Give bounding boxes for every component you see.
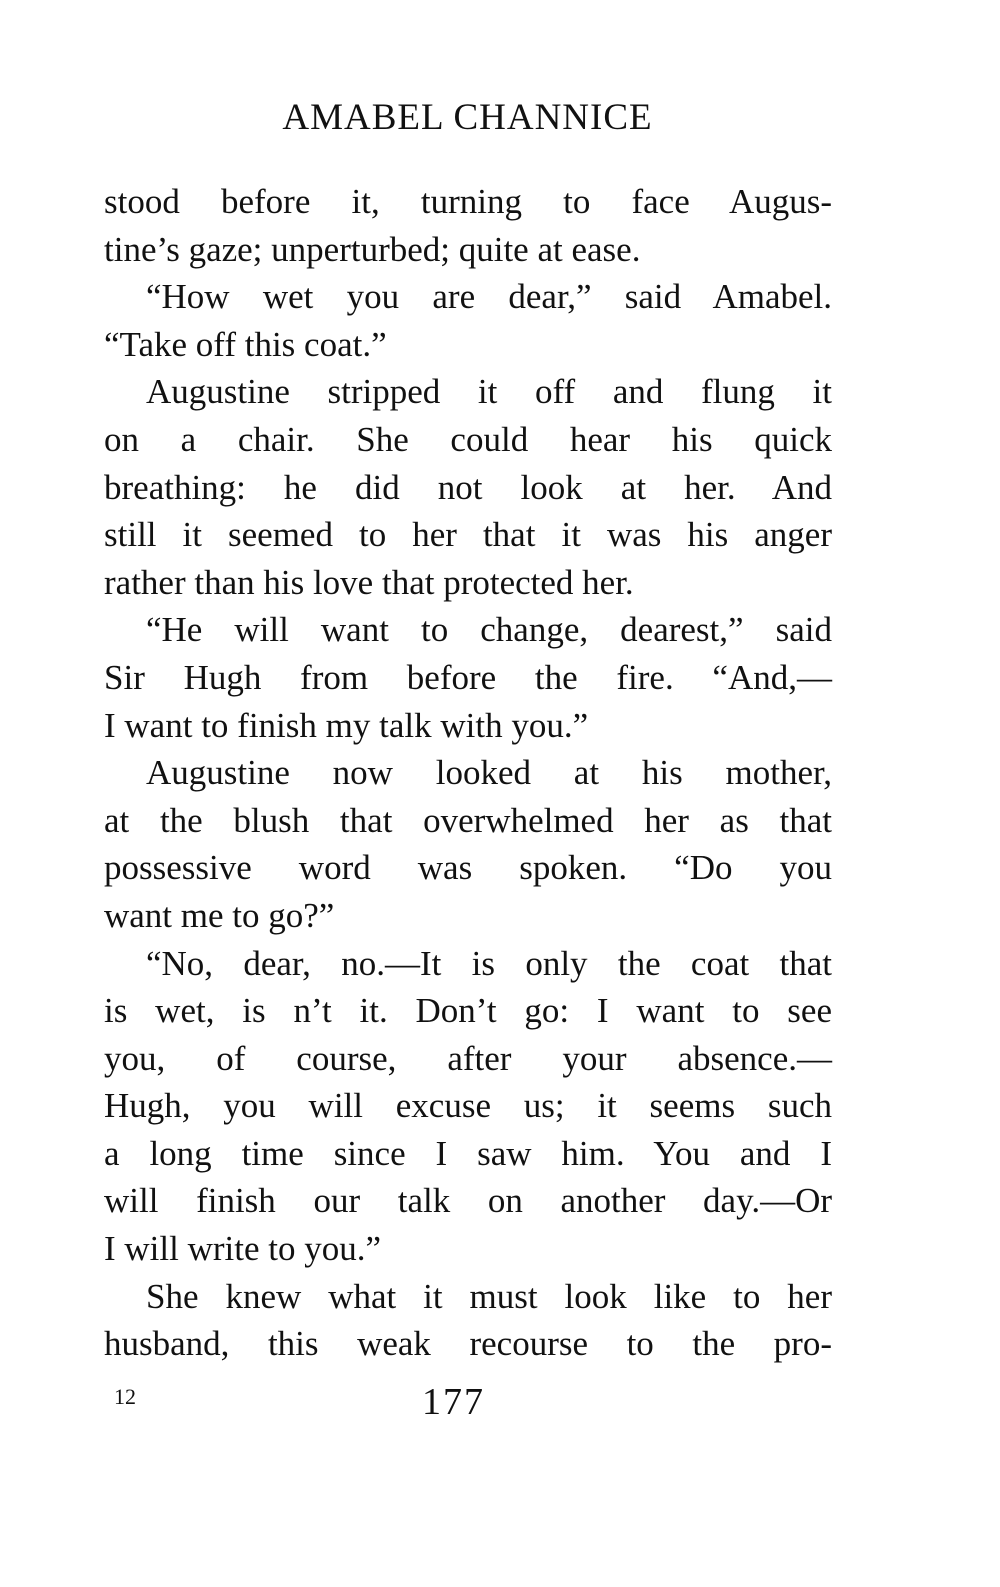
text-line: I will write to you.” (104, 1229, 382, 1269)
text-line: want me to go?” (104, 895, 335, 935)
paragraph (104, 178, 832, 273)
text-line: Sir Hugh from before the fire. “And,— (104, 657, 832, 697)
text-line: Hugh, you will excuse us; it seems such (104, 1086, 832, 1126)
signature-mark: 12 (114, 1384, 136, 1409)
text-line: a long time since I saw him. You and I (104, 1133, 832, 1173)
paragraph (104, 940, 832, 1273)
paragraph (104, 1273, 832, 1368)
text-line: husband, this weak recourse to the pro- (104, 1324, 832, 1364)
text-line: Augustine stripped it off and flung it (146, 372, 832, 412)
text-line: tine’s gaze; unperturbed; quite at ease. (104, 229, 641, 269)
text-line: is wet, is n’t it. Don’t go: I want to see (104, 991, 832, 1031)
paragraph (104, 368, 832, 606)
text-line: She knew what it must look like to her (146, 1276, 832, 1316)
text-line: “Take off this coat.” (104, 324, 387, 364)
running-head: AMABEL CHANNICE (282, 97, 653, 138)
text-line: “How wet you are dear,” said Amabel. (146, 277, 832, 317)
text-line: you, of course, after your absence.— (104, 1038, 832, 1078)
text-line: on a chair. She could hear his quick (104, 419, 832, 459)
text-line: I want to finish my talk with you.” (104, 705, 589, 745)
text-line: will finish our talk on another day.—Or (104, 1181, 832, 1221)
page-number: 177 (422, 1381, 485, 1423)
text-line: breathing: he did not look at her. And (104, 467, 832, 507)
paragraph (104, 273, 832, 368)
text-line: possessive word was spoken. “Do you (104, 848, 832, 888)
body-text (104, 178, 832, 1368)
text-line: “He will want to change, dearest,” said (146, 610, 832, 650)
text-line: Augustine now looked at his mother, (146, 753, 832, 793)
text-line: still it seemed to her that it was his anger (104, 515, 832, 555)
text-line: “No, dear, no.—It is only the coat that (146, 943, 832, 983)
paragraph (104, 749, 832, 939)
text-line: stood before it, turning to face Augus- (104, 182, 832, 221)
text-line: rather than his love that protected her. (104, 562, 634, 602)
text-line: at the blush that overwhelmed her as that (104, 800, 832, 840)
paragraph (104, 606, 832, 749)
